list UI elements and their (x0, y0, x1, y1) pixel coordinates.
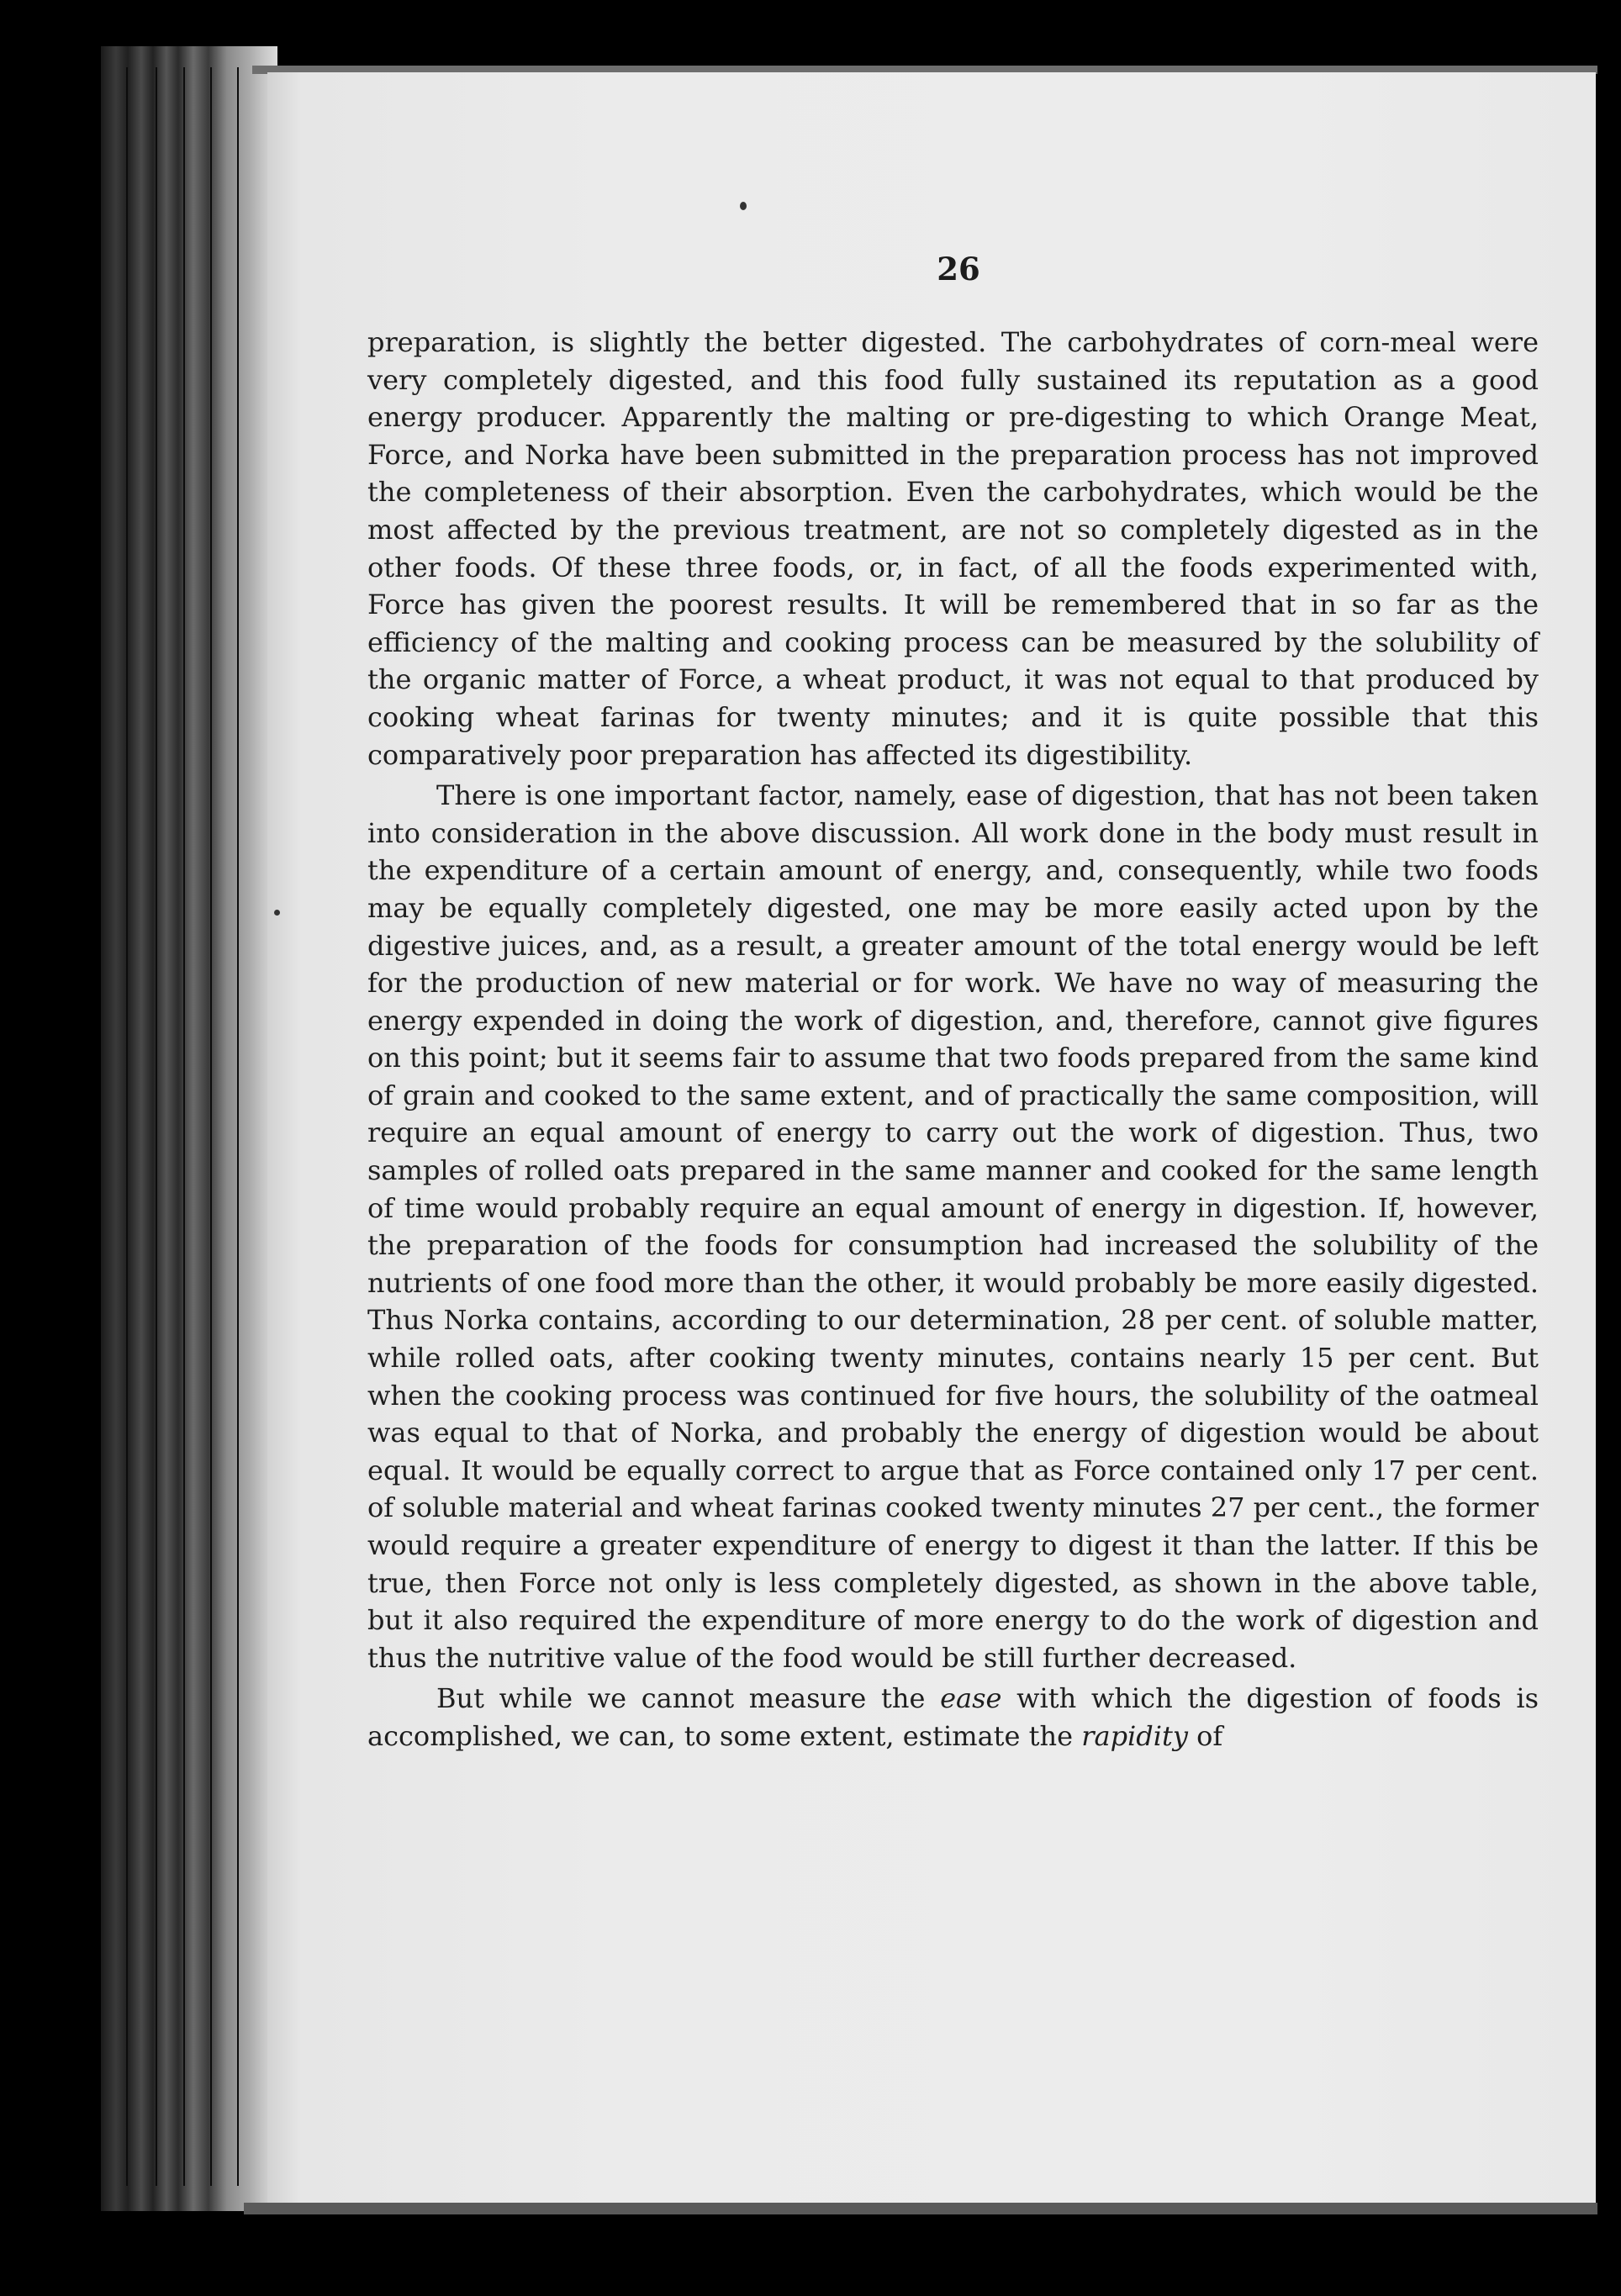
paragraph-1: preparation, is slightly the better digested. The carbohydrates of corn-meal were very completely digested, and this food fully sustained its reputation as a good energy producer. Apparently the malting or pre-digesting to which Orange Meat, Force, and Norka have been submitted in the preparation process has not improved the completeness of their absorption. Even the carbohydrates, which would be the most affected by the previous treatment, are not so completely digested as in the other foods. Of these three foods, or, in fact, of all the foods experimented with, Force has given the poorest results. It will be remembered that in so far as the efficiency of the malting and cooking process can be measured by the solubility of the organic matter of Force, a wheat product, it was not equal to that produced by cooking wheat farinas for twenty minutes; and it is quite possible that this comparatively poor preparation has affected its digestibility. (367, 326, 1539, 771)
ink-speck (740, 202, 747, 210)
paragraph-3-part-1: But while we cannot measure the (436, 1682, 941, 1715)
page-number: 26 (937, 251, 980, 288)
italic-rapidity: rapidity (1081, 1719, 1188, 1752)
page-edge-line (210, 67, 212, 2186)
page-edge-line (237, 67, 239, 2186)
page-edge-line (183, 67, 185, 2186)
italic-ease: ease (940, 1682, 1002, 1715)
ink-speck (274, 910, 280, 916)
paragraph-3-part-2: with which the digestion of foods is accomplished, we can, to some extent, estimate the (367, 1682, 1539, 1752)
page-bottom-edge (244, 2203, 1597, 2214)
paragraph-3-part-3: of (1187, 1719, 1223, 1752)
body-text (367, 324, 1539, 1755)
page-edge-line (126, 67, 128, 2186)
paragraph-2: There is one important factor, namely, ease of digestion, that has not been taken into consideration in the above discussion. All work done in the body must result in the expenditure of a certain amount of energy, and, consequently, while two foods may be equally completely digested, one may be more easily acted upon by the digestive juices, and, as a result, a greater amount of the total energy would be left for the production of new material or for work. We have no way of measuring the energy expended in doing the work of digestion, and, therefore, cannot give figures on this point; but it seems fair to assume that two foods prepared from the same kind of grain and cooked to the same extent, and of practically the same composition, will require an equal amount of energy to carry out the work of digestion. Thus, two samples of rolled oats prepared in the same manner and cooked for the same length of time would probably require an equal amount of energy in digestion. If, however, the preparation of the foods for consumption had increased the solubility of the nutrients of one food more than the other, it would probably be more easily digested. Thus Norka contains, according to our determination, 28 per cent. of soluble matter, while rolled oats, after cooking twenty minutes, contains nearly 15 per cent. But when the cooking process was continued for five hours, the solubility of the oatmeal was equal to that of Norka, and probably the energy of digestion would be about equal. It would be equally correct to argue that as Force contained only 17 per cent. of soluble material and wheat farinas cooked twenty minutes 27 per cent., the former would require a greater expenditure of energy to digest it than the latter. If this be true, then Force not only is less completely digested, as shown in the above table, but it also required the expenditure of more energy to do the work of digestion and thus the nutritive value of the food would be still further decreased. (367, 779, 1539, 1674)
paragraph-3 (367, 1680, 1539, 1755)
page-edge-line (156, 67, 157, 2186)
